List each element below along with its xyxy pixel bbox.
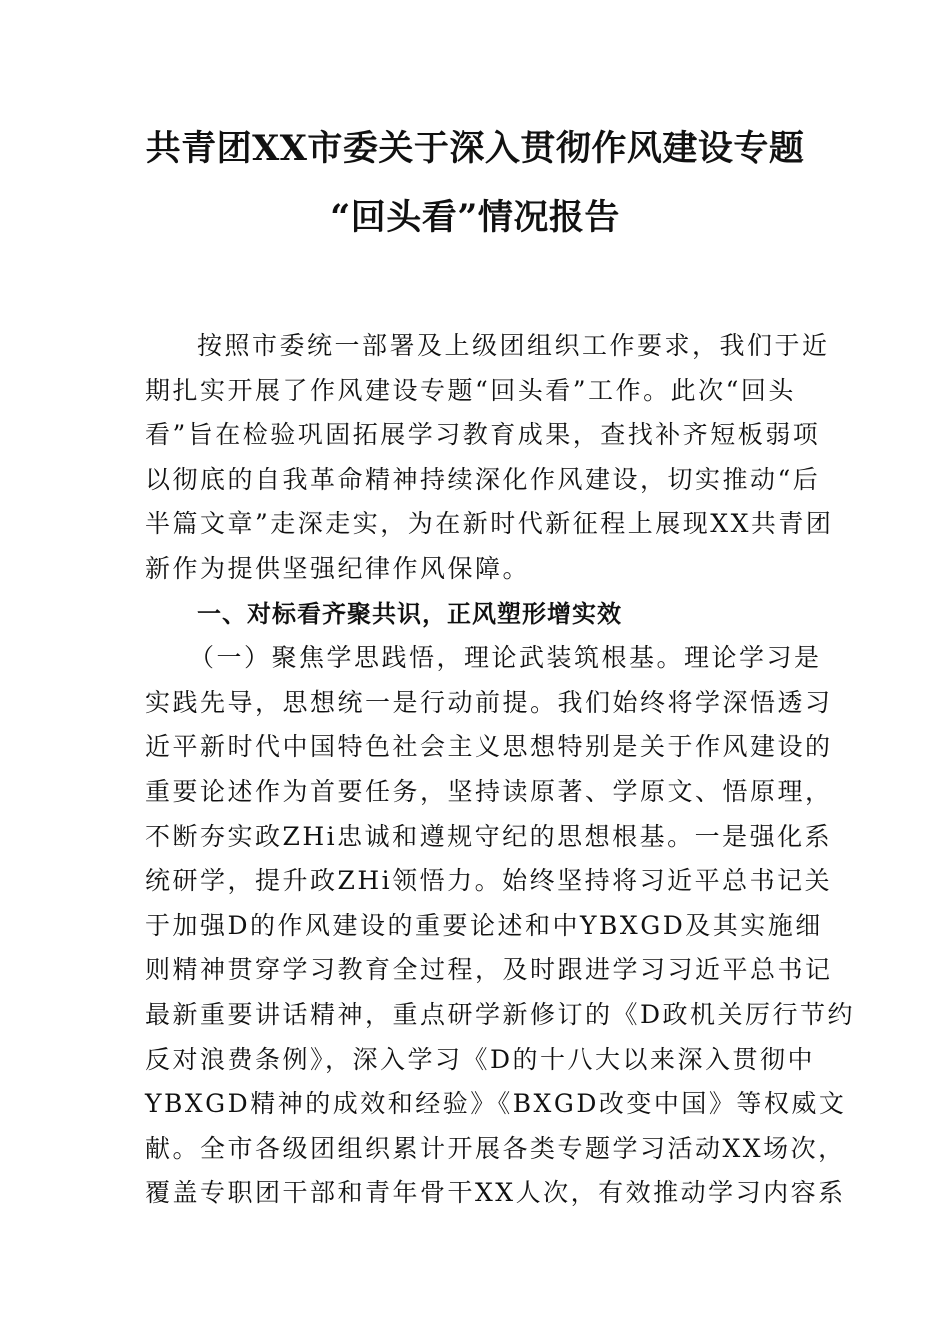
- paragraph-line: 献。全市各级团组织累计开展各类专题学习活动XX场次，: [145, 1133, 846, 1163]
- paragraph-line: 重要论述作为首要任务，坚持读原著、学原文、悟原理，: [145, 776, 833, 806]
- document-title-line-1: 共青团XX市委关于深入贯彻作风建设专题: [145, 128, 805, 169]
- paragraph-line: 最新重要讲话精神，重点研学新修订的《D政机关厉行节约: [145, 999, 856, 1029]
- paragraph-line: 则精神贯穿学习教育全过程，及时跟进学习习近平总书记: [145, 955, 833, 985]
- paragraph-line: 期扎实开展了作风建设专题“回头看”工作。此次“回头: [145, 375, 796, 405]
- paragraph-line: 以彻底的自我革命精神持续深化作风建设，切实推动“后: [145, 464, 821, 494]
- document-body: [145, 324, 856, 1216]
- paragraph-line: 近平新时代中国特色社会主义思想特别是关于作风建设的: [145, 732, 833, 762]
- paragraph-line: 不断夯实政ZHi忠诚和遵规守纪的思想根基。一是强化系: [145, 821, 833, 851]
- paragraph-line: 半篇文章”走深走实，为在新时代新征程上展现XX共青团: [145, 509, 834, 539]
- paragraph-line: 新作为提供坚强纪律作风保障。: [145, 553, 531, 583]
- paragraph-line: 反对浪费条例》，深入学习《D的十八大以来深入贯彻中: [145, 1044, 816, 1074]
- document-title-line-2: “回头看”情况报告: [330, 197, 620, 238]
- paragraph-line: 统研学，提升政ZHi领悟力。始终坚持将习近平总书记关: [145, 866, 833, 896]
- paragraph-line: 看”旨在检验巩固拓展学习教育成果，查找补齐短板弱项: [145, 420, 821, 450]
- paragraph-line: 实践先导，思想统一是行动前提。我们始终将学深悟透习: [145, 687, 833, 717]
- paragraph-line: （一）聚焦学思践悟，理论武装筑根基。理论学习是: [189, 643, 822, 673]
- paragraph-line: 于加强D的作风建设的重要论述和中YBXGD及其实施细: [145, 910, 823, 940]
- paragraph-line: 覆盖专职团干部和青年骨干XX人次，有效推动学习内容系: [145, 1178, 846, 1208]
- paragraph-line: 按照市委统一部署及上级团组织工作要求，我们于近: [197, 331, 830, 360]
- paragraph-line: YBXGD精神的成效和经验》《BXGD改变中国》等权威文: [145, 1089, 847, 1119]
- section-heading: 一、对标看齐聚共识，正风塑形增实效: [197, 599, 622, 628]
